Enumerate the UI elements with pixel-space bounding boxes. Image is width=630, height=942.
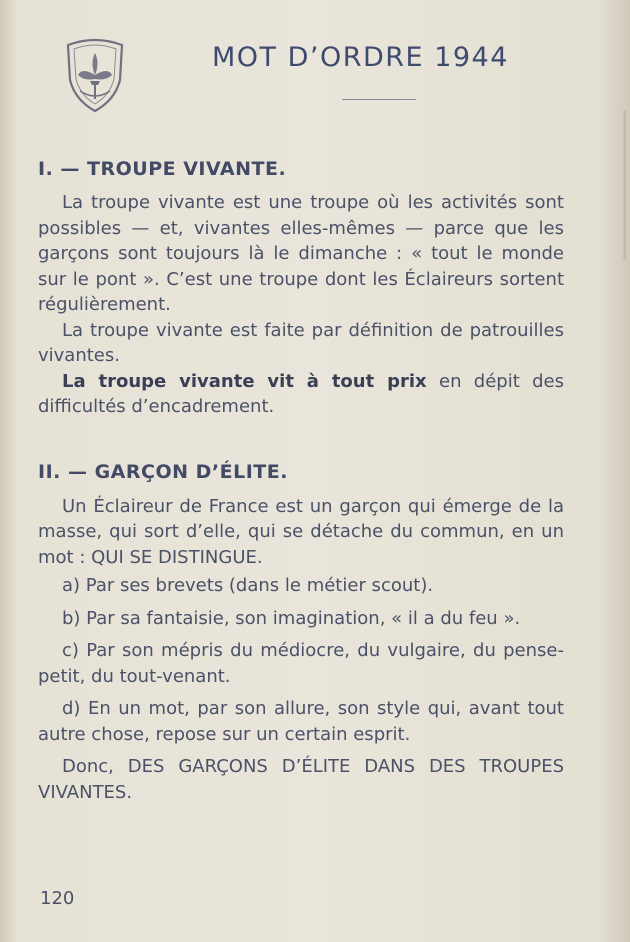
- page-content: [38, 158, 564, 805]
- page-number: 120: [40, 888, 75, 909]
- page-title: MOT D’ORDRE 1944: [212, 42, 509, 73]
- paragraph-conclusion: Donc, DES GARÇONS D’ÉLITE DANS DES TROUPES VIVANTES.: [38, 756, 564, 803]
- section-heading-troupe-vivante: I. — TROUPE VIVANTE.: [38, 158, 287, 180]
- scout-emblem-icon: [60, 35, 130, 115]
- list-item-b: b) Par sa fantaisie, son imagination, « il a du feu ».: [62, 607, 521, 629]
- list-item-a: a) Par ses brevets (dans le métier scout).: [62, 575, 434, 596]
- section-heading-garcon-elite: II. — GARÇON D’ÉLITE.: [38, 460, 288, 483]
- paragraph-troupe-definition: La troupe vivante est une troupe où les activités sont possibles — et, vivantes elles-mêmes — parce que les garçons sont toujours là le dimanche : « tout le monde sur le pont ». C’est une troupe dont les Éclaireurs sortent régulièrement.: [38, 192, 564, 315]
- paragraph-a-tout-prix: [38, 369, 564, 420]
- title-divider: [342, 99, 416, 100]
- list-item-d: d) En un mot, par son allure, son style qui, avant tout autre chose, repose sur un certain esprit.: [38, 698, 564, 745]
- list-item-c: c) Par son mépris du médiocre, du vulgaire, du pense-petit, du tout-venant.: [38, 640, 564, 687]
- emphasis-text: La troupe vivante vit à tout prix: [62, 370, 427, 392]
- paragraph-patrouilles: La troupe vivante est faite par définition de patrouilles vivantes.: [38, 319, 564, 366]
- paragraph-eclaireur-definition: Un Éclaireur de France est un garçon qui émerge de la masse, qui sort d’elle, qui se détache du commun, en un mot : QUI SE DISTINGUE.: [38, 495, 564, 568]
- paragraph-continuation: en dépit des difficultés d’encadrement.: [38, 370, 565, 417]
